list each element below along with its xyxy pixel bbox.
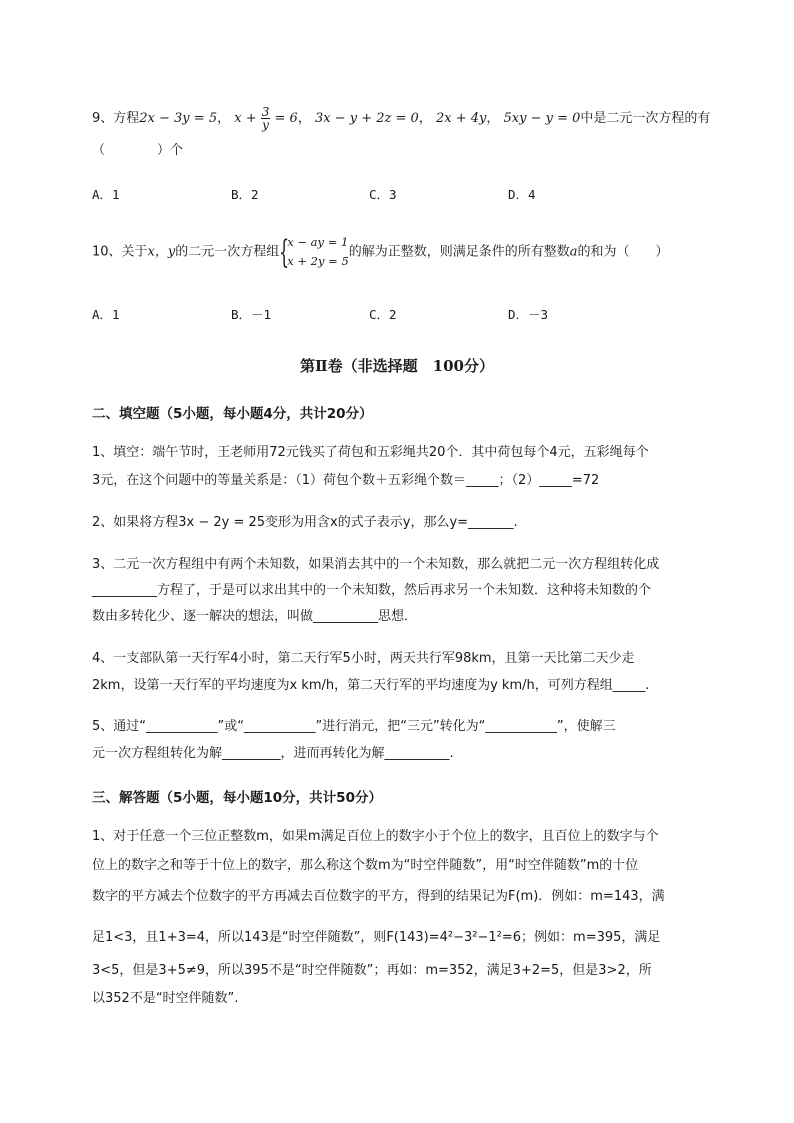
q9-eq2-left: x + bbox=[234, 111, 257, 126]
q10-var-a: a bbox=[569, 244, 578, 260]
fill-blank-heading: 二、填空题（5小题，每小题4分，共计20分） bbox=[92, 406, 373, 422]
q9-sep: ， bbox=[486, 111, 500, 126]
fill-q2: 2、如果将方程3x − 2y = 25变形为用含x的式子表示y，那么y=_______. bbox=[92, 515, 518, 530]
fill-q5-line2: 元一次方程组转化为解_________，进而再转化为解__________. bbox=[92, 746, 454, 761]
fill-q5-line1: 5、通过“___________”或“___________”进行消元，把“三元”转化为“___________”，使解三 bbox=[92, 719, 616, 734]
fill-q3-line1: 3、二元一次方程组中有两个未知数，如果消去其中的一个未知数，那么就把二元一次方程组转化成 bbox=[92, 557, 660, 572]
q10-suffix-a: 的解为正整数，则满足条件的所有整数 bbox=[348, 244, 570, 260]
answer-q1-line1: 1、对于任意一个三位正整数m，如果m满足百位上的数字小于个位上的数字，且百位上的数字与个 bbox=[92, 829, 659, 844]
q9-sep: ， bbox=[297, 111, 311, 126]
fill-q3-line3: 数由多转化少、逐一解决的想法，叫做__________思想． bbox=[92, 609, 418, 624]
q10-mid: 的二元一次方程组 bbox=[175, 244, 280, 260]
question-10-stem bbox=[92, 233, 669, 272]
fill-q4-line1: 4、一支部队第一天行军4小时，第二天行军5小时，两天共行军98km，且第一天比第二天少走 bbox=[92, 651, 635, 666]
q9-option-d[interactable]: D．4 bbox=[508, 187, 536, 202]
brace-icon: { bbox=[279, 233, 290, 271]
q10-option-c[interactable]: C．2 bbox=[369, 307, 397, 322]
q9-sep: ， bbox=[217, 111, 231, 126]
q10-option-b[interactable]: B．－1 bbox=[231, 307, 272, 322]
answer-q1-line2: 位上的数字之和等于十位上的数字，那么称这个数m为“时空伴随数”，用“时空伴随数”m的十位 bbox=[92, 858, 639, 873]
q10-sys-line2: x + 2y = 5 bbox=[287, 254, 349, 268]
q9-option-b[interactable]: B．2 bbox=[231, 187, 259, 202]
q9-eq2-fraction bbox=[261, 106, 271, 131]
q10-option-a[interactable]: A．1 bbox=[92, 307, 120, 322]
q9-suffix: 中是二元一次方程的有 bbox=[580, 111, 711, 126]
q9-answer-blank: （ ）个 bbox=[92, 143, 184, 158]
answer-heading: 三、解答题（5小题，每小题10分，共计50分） bbox=[92, 790, 382, 806]
q9-prefix: 9、方程 bbox=[92, 111, 140, 126]
q9-frac-den: y bbox=[262, 118, 269, 132]
q9-option-c[interactable]: C．3 bbox=[369, 187, 397, 202]
answer-q1-line3: 数字的平方减去个位数字的平方再减去百位数字的平方，得到的结果记为F(m)．例如：m=143，满 bbox=[92, 889, 665, 904]
q10-prefix: 10、关于 bbox=[92, 244, 148, 260]
answer-q1-line6: 以352不是“时空伴随数”. bbox=[92, 991, 239, 1006]
q9-eq3: 3x − y + 2z = 0 bbox=[314, 111, 419, 126]
q9-eq2-right: = 6 bbox=[274, 111, 298, 126]
answer-q1-line4: 足1<3，且1+3=4，所以143是“时空伴随数”，则F(143)=4²−3²−1²=6；例如：m=395，满足 bbox=[92, 930, 661, 945]
answer-q1-line5: 3<5，但是3+5≠9，所以395不是“时空伴随数”；再如：m=352，满足3+2=5，但是3>2，所 bbox=[92, 963, 652, 978]
q10-vars: x，y bbox=[147, 244, 176, 260]
fill-q4-line2: 2km，设第一天行军的平均速度为x km/h，第二天行军的平均速度为y km/h，可列方程组_____. bbox=[92, 678, 650, 693]
q9-option-a[interactable]: A．1 bbox=[92, 187, 120, 202]
fill-q1-line2: 3元，在这个问题中的等量关系是：（1）荷包个数＋五彩绳个数＝_____；（2）_____=72 bbox=[92, 473, 600, 488]
q10-sys-line1: x − ay = 1 bbox=[287, 235, 349, 249]
section-2-title: 第Ⅱ卷（非选择题 100分） bbox=[300, 357, 494, 375]
q9-frac-num: 3 bbox=[261, 105, 270, 119]
q10-suffix-b: 的和为（ ） bbox=[577, 244, 669, 260]
fill-q3-line2: __________方程了，于是可以求出其中的一个未知数，然后再求另一个未知数．这种将未知数的个 bbox=[92, 583, 652, 598]
q9-eq5: 5xy − y = 0 bbox=[503, 111, 581, 126]
q9-eq4: 2x + 4y bbox=[435, 111, 487, 126]
q9-eq1: 2x − 3y = 5 bbox=[139, 111, 218, 126]
fill-q1-line1: 1、填空：端午节时，王老师用72元钱买了荷包和五彩绳共20个．其中荷包每个4元，五彩绳每个 bbox=[92, 445, 649, 460]
q10-option-d[interactable]: D．－3 bbox=[508, 307, 549, 322]
q10-equation-system bbox=[279, 233, 349, 271]
question-9-stem bbox=[92, 106, 710, 131]
q9-sep: ， bbox=[418, 111, 432, 126]
